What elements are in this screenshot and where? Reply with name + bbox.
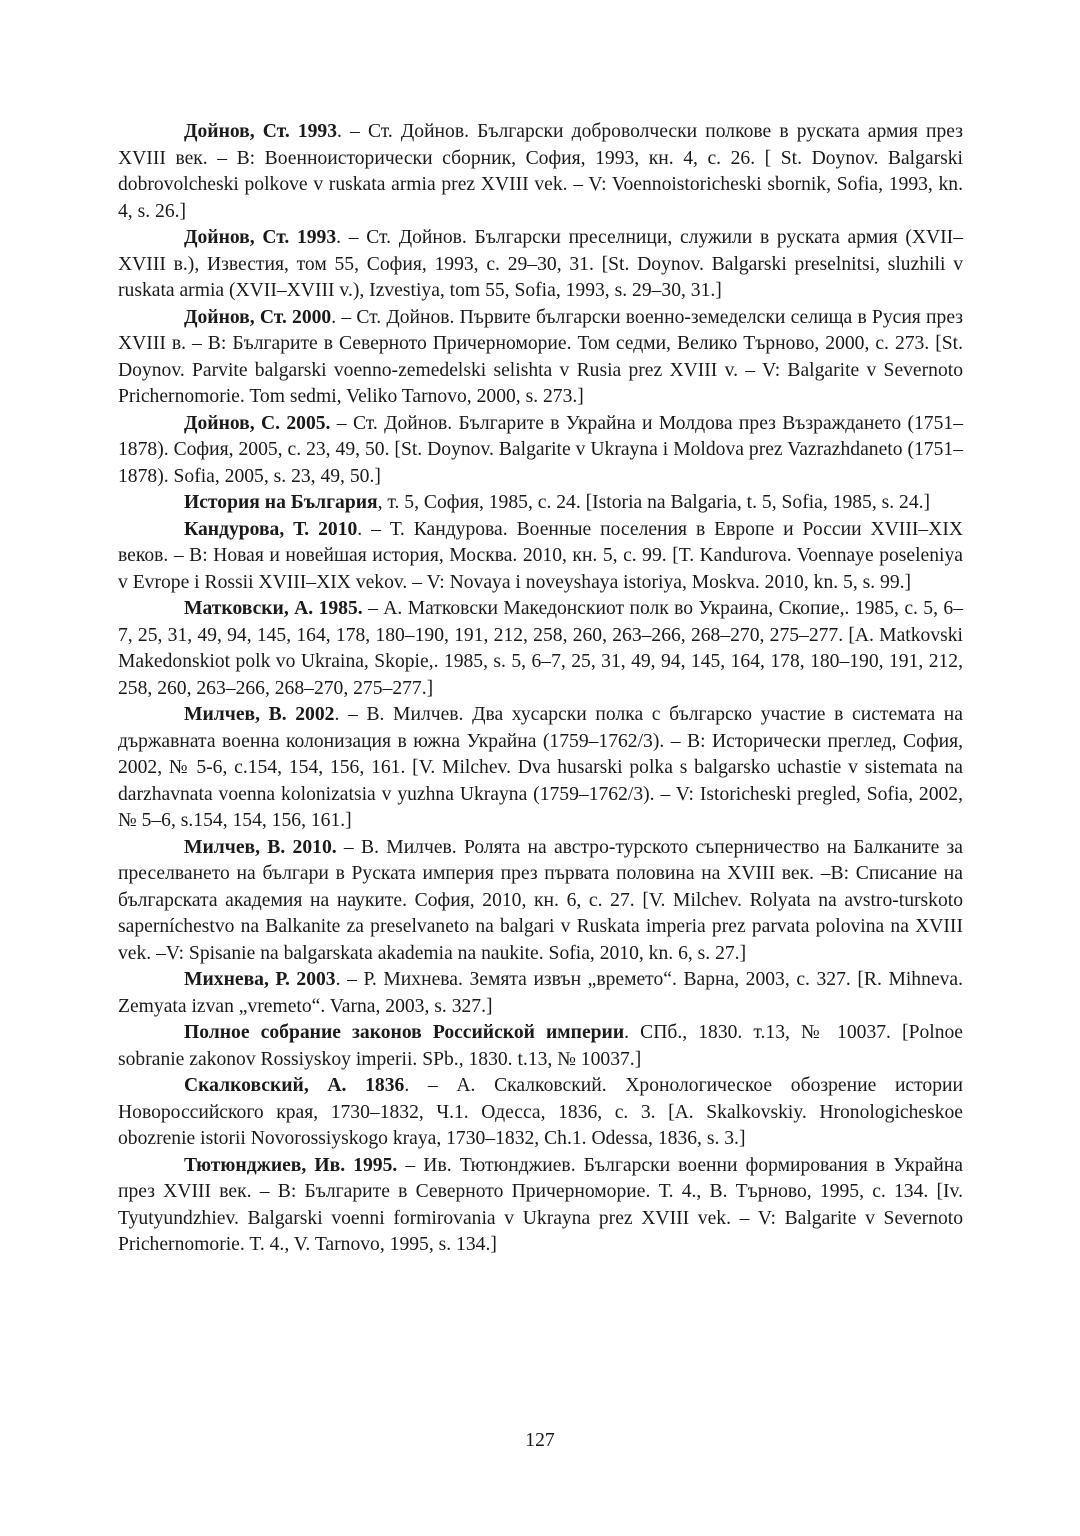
entry-text: , т. 5, София, 1985, с. 24. [Istoria na Balgaria, t. 5, Sofia, 1985, s. 24.] [377, 492, 931, 513]
entry-text: . – Ст. Дойнов. Български преселници, служили в руската армия (XVII–XVIII в.), Известия, том 55, София, 1993, с. 29–30, 31. [St. Doynov. Balgarski preselnitsi, sluzhili v ruskata armia (XVII–XVIII v.), Izvestiya, tom 55, Sofia, 1993, s. 29–30, 31.] [118, 227, 963, 301]
entry-author: Милчев, В. 2002 [184, 704, 335, 725]
bibliography-entry [118, 1153, 963, 1259]
bibliography-entry [118, 411, 963, 491]
entry-author: Кандурова, Т. 2010 [184, 518, 358, 540]
entry-text: . – В. Милчев. Два хусарски полка с българско участие в системата на държавната военна колонизация в южна Украйна (1759–1762/3). – В: Исторически преглед, София, 2002, № 5-6, с.154, 154, 156, 161. [V. Milchev. Dva husarski polka s balgarsko uchastie v sistemata na darzhavnata voenna kolonizatsia v yuzhna Ukrayna (1759–1762/3). – V: Istoricheski pregled, Sofia, 2002, № 5–6, s.154, 154, 156, 161.] [118, 704, 963, 831]
entry-text: . СПб., 1830. т.13, № 10037. [Polnoe sobranie zakonov Rossiyskoy imperii. SPb., 1830. t.13, № 10037.] [118, 1022, 964, 1070]
entry-text: . – Ст. Дойнов. Първите български военно-земеделски селища в Русия през XVIII в. – В: Българите в Северното Причерноморие. Том седми, Велико Търново, 2000, с. 273. [St. Doynov. Parvite balgarski voenno-zemedelski selishta v Rusia prez XVIII v. – V: Balgarite v Severnoto Prichernomorie. Tom sedmi, Veliko Tarnovo, 2000, s. 273.] [118, 306, 963, 407]
bibliography-entry [118, 835, 963, 968]
bibliography-entry [118, 967, 963, 1020]
entry-author: Скалковский, А. 1836 [184, 1075, 405, 1096]
entry-author: Дойнов, Ст. 1993 [184, 227, 337, 248]
entry-author: Дойнов, Ст. 2000 [184, 306, 332, 328]
entry-author: Михнева, Р. 2003 [184, 969, 336, 990]
bibliography-entry [118, 305, 963, 411]
bibliography-list [118, 119, 963, 1259]
entry-author: Дойнов, Ст. 1993 [184, 121, 338, 142]
entry-text: . – А. Скалковский. Хронологическое обозрение истории Новороссийского края, 1730–1832, Ч.1. Одесса, 1836, с. 3. [A. Skalkovskiy. Hronologicheskoe obozrenie istorii Novorossiyskogo kraya, 1730–1832, Ch.1. Odessa, 1836, s. 3.] [118, 1075, 963, 1149]
entry-text: . – Т. Кандурова. Военные поселения в Европе и России XVIII–XIX веков. – В: Новая и новейшая история, Москва. 2010, кн. 5, с. 99. [T. Kandurova. Voennaye poseleniya v Evrope i Rossii XVIII–XIX vekov. – V: Novaya i noveyshaya istoriya, Moskva. 2010, kn. 5, s. 99.] [118, 518, 963, 593]
bibliography-entry [118, 490, 963, 517]
bibliography-entry [118, 1020, 963, 1073]
bibliography-entry [118, 517, 963, 597]
entry-author: Дойнов, С. 2005. [184, 412, 331, 434]
entry-text: – А. Матковски Македонскиот полк во Украина, Скопие,. 1985, с. 5, 6–7, 25, 31, 49, 94, 145, 164, 178, 180–190, 191, 212, 258, 260, 263–266, 268–270, 275–277. [A. Matkovski Makedonskiot polk vo Ukraina, Skopie,. 1985, s. 5, 6–7, 25, 31, 49, 94, 145, 164, 178, 180–190, 191, 212, 258, 260, 263–266, 268–270, 275–277.] [118, 598, 963, 699]
entry-author: История на България [184, 492, 378, 513]
bibliography-entry [118, 596, 963, 702]
bibliography-entry [118, 702, 963, 835]
bibliography-entry [118, 1073, 963, 1153]
page-number: 127 [525, 1430, 555, 1451]
entry-author: Милчев, В. 2010. [184, 836, 337, 858]
entry-text: . – Ст. Дойнов. Български доброволчески полкове в руската армия през XVIII век. – В: Военноисторически сборник, София, 1993, кн. 4, с. 26. [ St. Doynov. Balgarski dobrovolcheski polkove v ruskata armia prez XVIII vek. – V: Voennoistoricheski sbornik, Sofia, 1993, kn. 4, s. 26.] [118, 121, 963, 222]
entry-author: Матковски, А. 1985. [184, 598, 363, 619]
entry-text: – Ив. Тютюнджиев. Български военни формирования в Украйна през XVIII век. – В: Българите в Северното Причерноморие. Т. 4., В. Търново, 1995, с. 134. [Iv. Tyutyundzhiev. Balgarski voenni formirovania v Ukrayna prez XVIII vek. – V: Balgarite v Severnoto Prichernomorie. T. 4., V. Tarnovo, 1995, s. 134.] [118, 1154, 964, 1255]
entry-text: – В. Милчев. Ролята на австро-турското съперничество на Балканите за преселването на българи в Руската империя през първата половина на XVIII век. –В: Списание на българската академия на науките. София, 2010, кн. 6, с. 27. [V. Milchev. Rolyata na avstro-turskoto saperníchestvo na Balkanite za preselvaneto na balgari v Ruskata imperia prez parvata polovina na XVIII vek. –V: Spisanie na balgarskata akademia na naukite. Sofia, 2010, kn. 6, s. 27.] [118, 836, 963, 964]
entry-author: Тютюнджиев, Ив. 1995. [184, 1154, 398, 1176]
bibliography-entry [118, 119, 963, 225]
entry-text: – Ст. Дойнов. Българите в Украйна и Молдова през Възраждането (1751–1878). София, 2005, с. 23, 49, 50. [St. Doynov. Balgarite v Ukrayna i Moldova prez Vazrazhdaneto (1751–1878). Sofia, 2005, s. 23, 49, 50.] [118, 412, 963, 487]
entry-text: . – Р. Михнева. Земята извън „времето“. Варна, 2003, с. 327. [R. Mihneva. Zemyata izvan „vremeto“. Varna, 2003, s. 327.] [118, 969, 963, 1017]
bibliography-entry [118, 225, 963, 305]
entry-author: Полное собрание законов Российской империи [184, 1022, 625, 1043]
